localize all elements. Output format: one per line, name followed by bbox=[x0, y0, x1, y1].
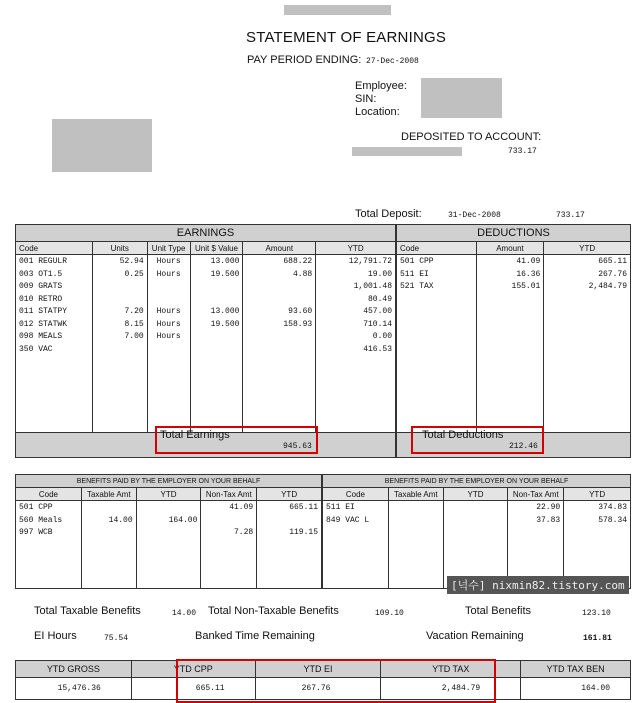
cell: 011 STATPY bbox=[19, 307, 68, 316]
cell bbox=[260, 515, 318, 528]
br-codes bbox=[323, 501, 389, 589]
cell: 13.000 bbox=[210, 307, 240, 316]
total-taxable-value: 14.00 bbox=[172, 609, 197, 618]
deductions-ytds bbox=[544, 255, 631, 433]
deductions-col-ytd: YTD bbox=[544, 242, 631, 255]
bl-col-taxable: Taxable Amt bbox=[81, 488, 136, 501]
cell: Hours bbox=[156, 257, 181, 266]
total-earnings-label: Total Earnings bbox=[160, 429, 230, 441]
cell: Hours bbox=[156, 307, 181, 316]
ytd-tax-value: 2,484.79 bbox=[381, 678, 521, 700]
deductions-col-amount: Amount bbox=[476, 242, 544, 255]
bl-taxable bbox=[81, 501, 136, 589]
deductions-title: DEDUCTIONS bbox=[397, 225, 631, 242]
employee-label: Employee: bbox=[355, 80, 407, 92]
cell: 14.00 bbox=[108, 515, 133, 525]
earnings-codes bbox=[16, 255, 93, 433]
total-deposit-date: 31-Dec-2008 bbox=[448, 211, 501, 220]
cell bbox=[246, 344, 312, 357]
cell: 8.15 bbox=[124, 319, 144, 329]
cell: 16.36 bbox=[516, 269, 541, 279]
cell bbox=[246, 331, 312, 344]
bl-ytd1 bbox=[136, 501, 201, 589]
cell bbox=[392, 502, 440, 515]
redacted-logo bbox=[52, 119, 152, 172]
redacted-company-name bbox=[284, 5, 391, 15]
earnings-col-unit-type: Unit Type bbox=[147, 242, 190, 255]
ei-hours-value: 75.54 bbox=[104, 634, 129, 643]
earnings-col-amount: Amount bbox=[243, 242, 316, 255]
br-col-nontax: Non-Tax Amt bbox=[508, 488, 564, 501]
cell bbox=[85, 527, 133, 540]
cell bbox=[96, 294, 144, 307]
cell: 501 CPP bbox=[400, 257, 434, 266]
cell bbox=[194, 294, 240, 307]
cell: 997 WCB bbox=[19, 528, 53, 537]
cell: 19.500 bbox=[210, 269, 240, 279]
total-deductions-value: 212.46 bbox=[509, 442, 538, 451]
ytd-gross-header: YTD GROSS bbox=[16, 661, 132, 678]
earnings-col-units: Units bbox=[92, 242, 147, 255]
pay-period-label: PAY PERIOD ENDING: bbox=[247, 54, 362, 66]
cell: 7.20 bbox=[124, 307, 144, 316]
earnings-unit-values bbox=[190, 255, 243, 433]
cell: 012 STATWK bbox=[19, 319, 68, 329]
cell bbox=[151, 344, 187, 357]
ytd-ei-value: 267.76 bbox=[255, 678, 381, 700]
ei-hours-label: EI Hours bbox=[34, 630, 77, 642]
cell: 710.14 bbox=[363, 319, 392, 329]
cell bbox=[194, 281, 240, 294]
earnings-units bbox=[92, 255, 147, 433]
cell: 4.88 bbox=[292, 269, 313, 279]
location-label: Location: bbox=[355, 106, 400, 118]
cell bbox=[140, 527, 198, 540]
bl-col-nontax: Non-Tax Amt bbox=[201, 488, 257, 501]
benefits-right-table bbox=[322, 474, 631, 589]
cell: Hours bbox=[156, 332, 181, 341]
earnings-amounts bbox=[243, 255, 316, 433]
redacted-employee-info bbox=[421, 78, 502, 118]
br-col-ytd1: YTD bbox=[443, 488, 508, 501]
cell bbox=[246, 281, 312, 294]
benefits-right-title: BENEFITS PAID BY THE EMPLOYER ON YOUR BEHALF bbox=[323, 475, 631, 488]
ytd-cpp-header: YTD CPP bbox=[131, 661, 255, 678]
cell bbox=[447, 502, 505, 515]
cell: Hours bbox=[156, 319, 181, 329]
bl-col-ytd1: YTD bbox=[136, 488, 201, 501]
total-nontaxable-label: Total Non-Taxable Benefits bbox=[208, 605, 339, 617]
cell: 0.25 bbox=[124, 269, 144, 279]
ytd-gross-value: 15,476.36 bbox=[16, 678, 132, 700]
cell: 0.00 bbox=[372, 332, 392, 341]
cell: 12,791.72 bbox=[348, 257, 392, 266]
deposited-amount: 733.17 bbox=[508, 147, 537, 156]
cell: 7.28 bbox=[234, 528, 254, 537]
banked-time-label: Banked Time Remaining bbox=[195, 630, 315, 642]
cell bbox=[204, 515, 253, 528]
br-taxable bbox=[388, 501, 443, 589]
vacation-value: 161.81 bbox=[583, 634, 612, 643]
total-benefits-label: Total Benefits bbox=[465, 605, 532, 617]
cell: 374.83 bbox=[598, 503, 627, 512]
cell bbox=[246, 294, 312, 307]
cell: 521 TAX bbox=[400, 282, 434, 291]
cell bbox=[194, 344, 240, 357]
earnings-col-unit-value: Unit $ Value bbox=[190, 242, 243, 255]
bl-col-code: Code bbox=[16, 488, 82, 501]
cell bbox=[96, 344, 144, 357]
br-col-taxable: Taxable Amt bbox=[388, 488, 443, 501]
earnings-ytds bbox=[316, 255, 396, 433]
cell bbox=[96, 281, 144, 294]
cell: 010 RETRO bbox=[19, 294, 63, 304]
benefits-left-title: BENEFITS PAID BY THE EMPLOYER ON YOUR BEHALF bbox=[16, 475, 322, 488]
ytd-cpp-value: 665.11 bbox=[131, 678, 255, 700]
cell: 457.00 bbox=[363, 307, 392, 316]
total-taxable-label: Total Taxable Benefits bbox=[34, 605, 141, 617]
ytd-tax-header: YTD TAX bbox=[381, 661, 521, 678]
cell: 578.34 bbox=[598, 515, 627, 525]
earnings-unit-types bbox=[147, 255, 190, 433]
cell bbox=[140, 502, 198, 515]
cell: 52.94 bbox=[119, 257, 144, 266]
cell: 2,484.79 bbox=[588, 282, 627, 291]
cell: 009 GRATS bbox=[19, 282, 63, 291]
cell: 501 CPP bbox=[19, 503, 53, 512]
watermark: [넉수] nixmin82.tistory.com bbox=[447, 576, 629, 594]
cell: 22.90 bbox=[536, 503, 561, 512]
cell: 119.15 bbox=[289, 528, 318, 537]
cell: 37.83 bbox=[536, 515, 561, 525]
cell: 158.93 bbox=[283, 319, 313, 329]
total-deposit-amount: 733.17 bbox=[556, 211, 585, 220]
vacation-label: Vacation Remaining bbox=[426, 630, 524, 642]
bl-codes bbox=[16, 501, 82, 589]
benefits-left-table bbox=[15, 474, 322, 589]
cell: 001 REGULR bbox=[19, 257, 68, 266]
cell: 13.000 bbox=[210, 257, 240, 266]
br-col-code: Code bbox=[323, 488, 389, 501]
cell: 93.60 bbox=[288, 307, 313, 316]
cell: 511 EI bbox=[400, 269, 429, 279]
cell: 665.11 bbox=[289, 503, 318, 512]
cell: 665.11 bbox=[598, 257, 627, 266]
earnings-col-ytd: YTD bbox=[316, 242, 396, 255]
deposited-label: DEPOSITED TO ACCOUNT: bbox=[401, 131, 542, 143]
deductions-table bbox=[396, 224, 631, 458]
cell: 416.53 bbox=[363, 344, 392, 354]
cell: 560 Meals bbox=[19, 515, 63, 525]
cell bbox=[392, 515, 440, 528]
cell: Hours bbox=[156, 269, 181, 279]
cell: 098 MEALS bbox=[19, 332, 63, 341]
cell bbox=[85, 502, 133, 515]
cell bbox=[194, 331, 240, 344]
pay-period-value: 27-Dec-2008 bbox=[366, 57, 419, 66]
bl-ytd2 bbox=[257, 501, 322, 589]
ytd-tax-ben-header: YTD TAX BEN bbox=[521, 661, 631, 678]
deductions-amounts bbox=[476, 255, 544, 433]
total-benefits-value: 123.10 bbox=[582, 609, 611, 618]
cell: 7.00 bbox=[124, 332, 144, 341]
cell bbox=[151, 281, 187, 294]
deductions-codes bbox=[397, 255, 477, 433]
earnings-table bbox=[15, 224, 396, 458]
cell bbox=[447, 515, 505, 528]
cell: 003 OT1.5 bbox=[19, 269, 63, 279]
cell: 350 VAC bbox=[19, 344, 53, 354]
earnings-col-code: Code bbox=[16, 242, 93, 255]
page-title: STATEMENT OF EARNINGS bbox=[246, 29, 447, 46]
cell: 19.500 bbox=[210, 319, 240, 329]
total-deposit-label: Total Deposit: bbox=[355, 208, 422, 220]
ytd-deductions-highlight bbox=[176, 659, 496, 703]
cell: 41.09 bbox=[229, 503, 254, 512]
bl-nontax bbox=[201, 501, 257, 589]
cell: 688.22 bbox=[283, 257, 313, 266]
total-earnings-value: 945.63 bbox=[283, 442, 312, 451]
deductions-col-code: Code bbox=[397, 242, 477, 255]
cell: 155.01 bbox=[511, 282, 541, 291]
cell: 19.00 bbox=[367, 269, 392, 279]
ytd-ei-header: YTD EI bbox=[255, 661, 381, 678]
cell: 849 VAC L bbox=[326, 515, 370, 525]
cell: 80.49 bbox=[367, 294, 392, 304]
cell: 1,001.48 bbox=[353, 282, 392, 291]
total-deductions-label: Total Deductions bbox=[422, 429, 504, 441]
br-col-ytd2: YTD bbox=[564, 488, 631, 501]
cell: 41.09 bbox=[516, 257, 541, 266]
redacted-account-number bbox=[352, 147, 462, 156]
bl-col-ytd2: YTD bbox=[257, 488, 322, 501]
sin-label: SIN: bbox=[355, 93, 377, 105]
cell: 511 EI bbox=[326, 503, 355, 512]
ytd-tax-ben-value: 164.00 bbox=[521, 678, 631, 700]
cell: 164.00 bbox=[168, 515, 198, 525]
earnings-title: EARNINGS bbox=[16, 225, 396, 242]
total-nontaxable-value: 109.10 bbox=[375, 609, 404, 618]
cell bbox=[151, 294, 187, 307]
cell: 267.76 bbox=[598, 269, 627, 279]
